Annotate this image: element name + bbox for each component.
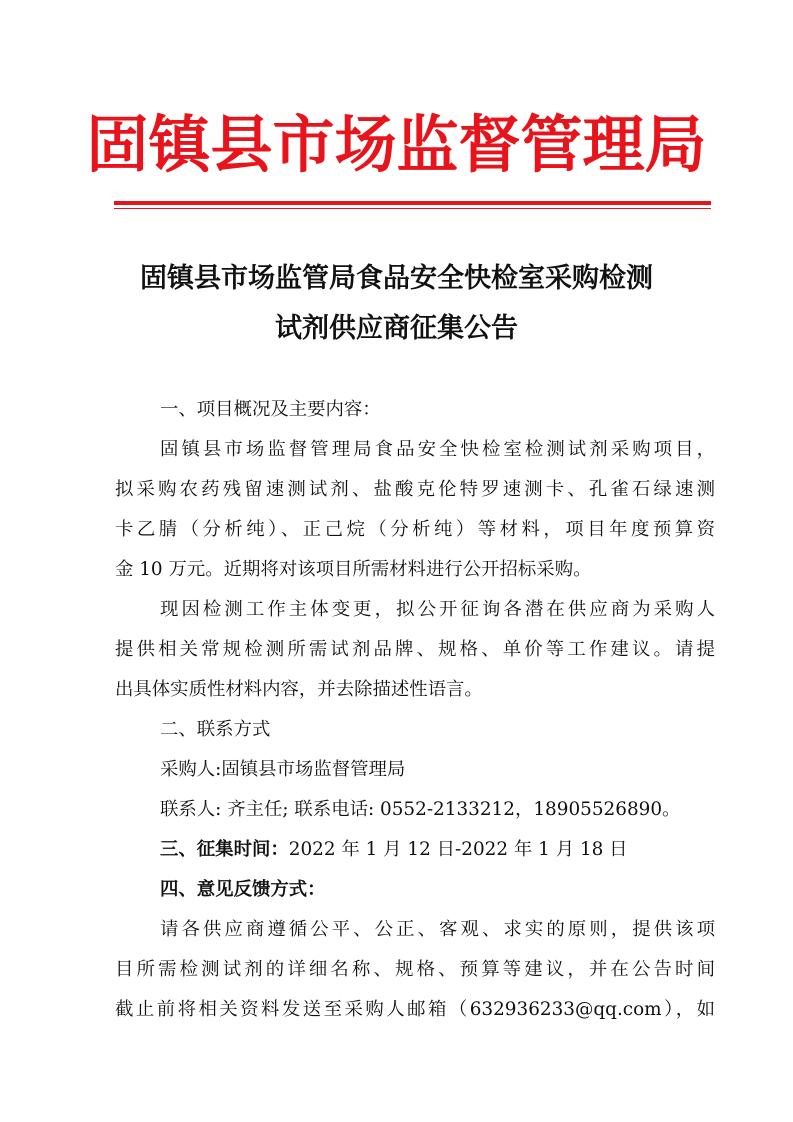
paragraph-1-line: 拟采购农药残留速测试剂、盐酸克伦特罗速测卡、孔雀石绿速测 <box>115 479 715 500</box>
section-1-heading: 一、项目概况及主要内容： <box>160 399 381 420</box>
paragraph-1-line: 固镇县市场监督管理局食品安全快检室检测试剂采购项目， <box>160 439 715 460</box>
paragraph-3-line: 请各供应商遵循公平、公正、客观、求实的原则，提供该项 <box>160 919 715 940</box>
masthead-rule-thick <box>114 201 711 205</box>
document-title-line-1: 固镇县市场监管局食品安全快检室采购检测 <box>140 263 653 294</box>
document-title-line-2: 试剂供应商征集公告 <box>275 313 518 344</box>
section-3-line <box>115 830 715 870</box>
masthead-rule-thin <box>114 208 711 209</box>
section-3-value: 2022 年 1 月 12 日-2022 年 1 月 18 日 <box>288 839 628 860</box>
section-3-label: 三、征集时间： <box>160 839 289 860</box>
buyer-line: 采购人:固镇县市场监督管理局 <box>160 759 406 780</box>
document-body <box>115 390 715 1030</box>
paragraph-1-line: 金 10 万元。近期将对该项目所需材料进行公开招标采购。 <box>115 559 592 580</box>
section-4-heading: 四、意见反馈方式： <box>160 879 326 900</box>
paragraph-1-line: 卡乙腈（分析纯）、正己烷（分析纯）等材料，项目年度预算资 <box>115 519 715 540</box>
paragraph-3-line: 截止前将相关资料发送至采购人邮箱（632936233@qq.com），如 <box>115 999 715 1020</box>
masthead-title: 固镇县市场监督管理局 <box>86 108 707 181</box>
paragraph-2-line: 现因检测工作主体变更，拟公开征询各潜在供应商为采购人 <box>160 599 715 620</box>
contact-line: 联系人: 齐主任; 联系电话: 0552-2133212，18905526890。 <box>160 799 681 820</box>
paragraph-3-line: 目所需检测试剂的详细名称、规格、预算等建议，并在公告时间 <box>115 959 715 980</box>
section-2-heading: 二、联系方式 <box>160 719 271 740</box>
paragraph-2-line: 出具体实质性材料内容，并去除描述性语言。 <box>115 679 483 700</box>
paragraph-2-line: 提供相关常规检测所需试剂品牌、规格、单价等工作建议。请提 <box>115 639 715 660</box>
